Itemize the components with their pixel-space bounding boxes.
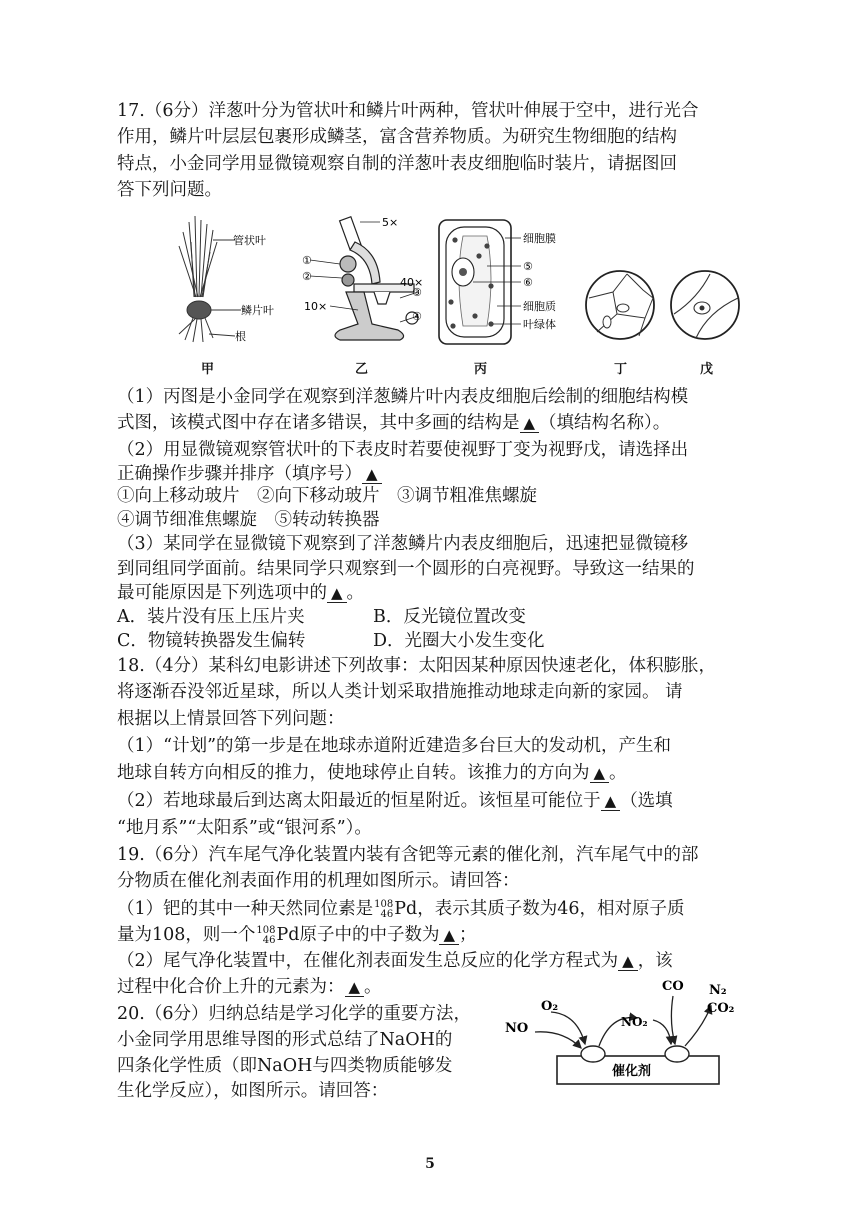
caption-ding: 丁 [614, 362, 628, 377]
label-co2: CO₂ [707, 1001, 735, 1016]
figure-microscope [300, 212, 435, 347]
label-chloroplast: 叶绿体 [523, 318, 556, 331]
q17-part3-line-2: 到同组同学面前。结果同学只观察到一个圆形的白亮视野。导致这一结果的 [117, 559, 695, 579]
caption-wu: 戊 [700, 362, 714, 377]
q17-part2-line-1: （2）用显微镜观察管状叶的下表皮时若要使视野丁变为视野戊，请选择出 [117, 440, 689, 460]
q17-part1-line-2: 式图，该模式图中存在诸多错误，其中多画的结构是 ▲ （填结构名称）。 [117, 413, 671, 433]
q17-choices-row-1 [117, 606, 749, 628]
q18-line-6: （2）若地球最后到达离太阳最近的恒星附近。该恒星可能位于 ▲ （选填 [117, 791, 673, 811]
figure-catalyst-mechanism [505, 974, 750, 1089]
label-root: 根 [235, 330, 246, 343]
choice-c: C．物镜转换器发生偏转 [117, 631, 306, 651]
q19-line-2: 分物质在催化剂表面作用的机理如图所示。请回答： [117, 871, 520, 891]
page-number: 5 [425, 1156, 435, 1172]
answer-blank[interactable]: ▲ [362, 465, 382, 484]
answer-blank[interactable]: ▲ [439, 926, 459, 945]
figure-onion [165, 212, 280, 347]
choice-d: D．光圈大小发生变化 [373, 631, 545, 651]
q17-part3-line-1: （3）某同学在显微镜下观察到了洋葱鳞片内表皮细胞后，迅速把显微镜移 [117, 534, 689, 554]
q19-line-6: 过程中化合价上升的元素为： ▲ 。 [117, 977, 382, 997]
label-no: NO [505, 1021, 529, 1036]
label-tubular-leaf: 管状叶 [233, 234, 266, 247]
label-circle-6: ⑥ [523, 276, 533, 289]
label-circle-3: ③ [412, 286, 422, 299]
q18-line-1: 18.（4分）某科幻电影讲述下列故事：太阳因某种原因快速老化，体积膨胀， [117, 656, 716, 676]
label-n2: N₂ [709, 983, 727, 998]
caption-jia: 甲 [201, 362, 215, 377]
caption-yi: 乙 [355, 362, 369, 377]
label-10x: 10× [304, 300, 328, 313]
label-circle-2: ② [302, 270, 312, 283]
q18-line-5: 地球自转方向相反的推力，使地球停止自转。该推力的方向为 ▲ 。 [117, 763, 627, 783]
label-5x: 5× [382, 216, 399, 229]
figure-field-wu [668, 268, 742, 342]
q17-choices-row-2 [117, 630, 749, 652]
figure-field-ding [583, 268, 657, 342]
label-o2: O₂ [541, 999, 559, 1014]
q19-line-4: 量为108，则一个 108 46 Pd原子中的中子数为 ▲ ； [117, 924, 477, 946]
answer-blank[interactable]: ▲ [618, 952, 638, 971]
label-catalyst: 催化剂 [612, 1064, 652, 1079]
label-circle-4: ④ [412, 310, 422, 323]
label-co: CO [662, 979, 684, 994]
q18-line-2: 将逐渐吞没邻近星球，所以人类计划采取措施推动地球走向新的家园。 请 [117, 682, 683, 702]
q20-line-3: 四条化学性质（即NaOH与四类物质能够发 [117, 1056, 453, 1076]
q19-line-1: 19.（6分）汽车尾气净化装置内装有含钯等元素的催化剂，汽车尾气中的部 [117, 845, 699, 865]
q20-line-4: 生化学反应），如图所示。请回答： [117, 1081, 389, 1101]
q17-intro-line-2: 作用，鳞片叶层层包裹形成鳞茎，富含营养物质。为研究生物细胞的结构 [117, 127, 677, 147]
q17-part2-line-2: 正确操作步骤并排序（填序号） ▲ [117, 463, 749, 485]
q20-line-2: 小金同学用思维导图的形式总结了NaOH的 [117, 1030, 453, 1050]
answer-blank[interactable]: ▲ [520, 414, 540, 433]
answer-blank[interactable]: ▲ [327, 584, 347, 603]
q17-options-row-2: ④调节细准焦螺旋 ⑤转动转换器 [117, 510, 380, 530]
isotope-notation: 108 46 [256, 924, 276, 946]
q17-options-row-1: ①向上移动玻片 ②向下移动玻片 ③调节粗准焦螺旋 [117, 486, 537, 506]
answer-blank[interactable]: ▲ [345, 978, 365, 997]
label-cytoplasm: 细胞质 [523, 300, 556, 313]
q20-line-1: 20.（6分）归纳总结是学习化学的重要方法， [117, 1004, 471, 1024]
label-circle-5: ⑤ [523, 260, 533, 273]
answer-blank[interactable]: ▲ [590, 764, 610, 783]
label-no2: NO₂ [621, 1015, 648, 1029]
label-scale-leaf: 鳞片叶 [241, 304, 274, 317]
q19-line-3: （1）钯的其中一种天然同位素是 108 46 Pd，表示其质子数为46，相对原子质 [117, 898, 685, 920]
q17-intro-line-3: 特点，小金同学用显微镜观察自制的洋葱叶表皮细胞临时装片，请据图回 [117, 154, 677, 174]
label-circle-1: ① [302, 254, 312, 267]
answer-blank[interactable]: ▲ [601, 792, 621, 811]
label-cell-membrane: 细胞膜 [523, 232, 556, 245]
choice-b: B．反光镜位置改变 [373, 607, 526, 627]
q17-intro-line-1: 17.（6分）洋葱叶分为管状叶和鳞片叶两种，管状叶伸展于空中，进行光合 [117, 101, 699, 121]
q19-line-5: （2）尾气净化装置中，在催化剂表面发生总反应的化学方程式为 ▲ ，该 [117, 951, 673, 971]
q17-part3-line-3: 最可能原因是下列选项中的 ▲ 。 [117, 583, 365, 603]
caption-bing: 丙 [474, 362, 488, 377]
q18-line-7: “地月系”“太阳系”或“银河系”）。 [117, 818, 372, 838]
q17-intro-line-4: 答下列问题。 [117, 180, 222, 200]
q18-line-3: 根据以上情景回答下列问题： [117, 709, 345, 729]
choice-a: A．装片没有压上压片夹 [117, 607, 305, 627]
figure-cell-model [435, 216, 580, 351]
label-40x: 40× [400, 276, 424, 289]
q18-line-4: （1）“计划”的第一步是在地球赤道附近建造多台巨大的发动机，产生和 [117, 736, 672, 756]
q17-part1-line-1: （1）丙图是小金同学在观察到洋葱鳞片叶内表皮细胞后绘制的细胞结构模 [117, 387, 689, 407]
isotope-notation: 108 46 [374, 898, 394, 920]
